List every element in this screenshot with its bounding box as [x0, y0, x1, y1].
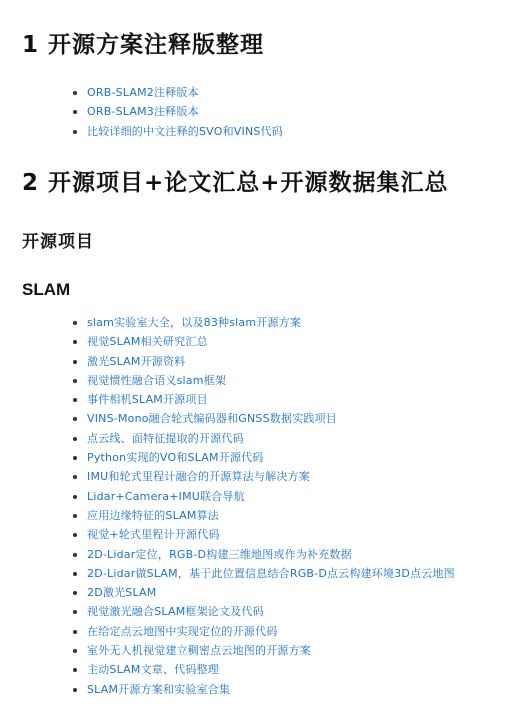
bullet-icon	[73, 553, 77, 557]
bullet-icon	[73, 130, 77, 134]
link[interactable]: 2D-Lidar做SLAM，基于此位置信息结合RGB-D点云构建环境3D点云地图	[87, 566, 455, 580]
link[interactable]: 视觉惯性融合语义slam框架	[87, 373, 227, 387]
bullet-icon	[73, 475, 77, 479]
link[interactable]: VINS-Mono融合轮式编码器和GNSS数据实践项目	[87, 412, 337, 426]
link[interactable]: 2D-Lidar定位，RGB-D构建三维地图或作为补充数据	[87, 547, 352, 561]
bullet-icon	[73, 437, 77, 441]
link[interactable]: Python实现的VO和SLAM开源代码	[87, 451, 264, 465]
link[interactable]: 主动SLAM文章、代码整理	[87, 663, 219, 677]
bullet-icon	[73, 417, 77, 421]
section-heading-1: 1 开源方案注释版整理	[22, 32, 265, 58]
bullet-icon	[73, 321, 77, 325]
link[interactable]: 事件相机SLAM开源项目	[87, 393, 208, 407]
subheading-open-source-projects: 开源项目	[22, 232, 94, 252]
bullet-icon	[73, 456, 77, 460]
link[interactable]: 2D激光SLAM	[87, 586, 157, 600]
link[interactable]: 比较详细的中文注释的SVO和VINS代码	[87, 124, 283, 138]
bullet-icon	[73, 668, 77, 672]
bullet-icon	[73, 379, 77, 383]
link[interactable]: 视觉激光融合SLAM框架论文及代码	[87, 605, 264, 619]
section-heading-2: 2 开源项目+论文汇总+开源数据集汇总	[22, 170, 449, 196]
bullet-icon	[73, 514, 77, 518]
link[interactable]: 应用边缘特征的SLAM算法	[87, 508, 219, 522]
bullet-icon	[73, 591, 77, 595]
bullet-icon	[73, 688, 77, 692]
link[interactable]: IMU和轮式里程计融合的开源算法与解决方案	[87, 470, 310, 484]
link[interactable]: SLAM开源方案和实验室合集	[87, 682, 231, 696]
bullet-icon	[73, 360, 77, 364]
bullet-icon	[73, 572, 77, 576]
bullet-icon	[73, 340, 77, 344]
bullet-icon	[73, 495, 77, 499]
link[interactable]: 激光SLAM开源资料	[87, 354, 186, 368]
bullet-icon	[73, 398, 77, 402]
subheading-slam: SLAM	[22, 280, 71, 299]
link[interactable]: slam实验室大全，以及83种slam开源方案	[87, 316, 302, 329]
bullet-icon	[73, 533, 77, 537]
bullet-icon	[73, 630, 77, 634]
link[interactable]: 室外无人机视觉建立稠密点云地图的开源方案	[87, 644, 311, 658]
bullet-icon	[73, 610, 77, 614]
link[interactable]: 视觉+轮式里程计开源代码	[87, 528, 220, 542]
bullet-icon	[73, 91, 77, 95]
link[interactable]: ORB-SLAM2注释版本	[87, 86, 199, 99]
bullet-icon	[73, 110, 77, 114]
link[interactable]: 视觉SLAM相关研究汇总	[87, 335, 208, 349]
link[interactable]: Lidar+Camera+IMU联合导航	[87, 489, 245, 503]
link[interactable]: ORB-SLAM3注释版本	[87, 105, 199, 119]
link[interactable]: 点云线、面特征提取的开源代码	[87, 431, 244, 445]
bullet-icon	[73, 649, 77, 653]
link[interactable]: 在给定点云地图中实现定位的开源代码	[87, 624, 278, 638]
